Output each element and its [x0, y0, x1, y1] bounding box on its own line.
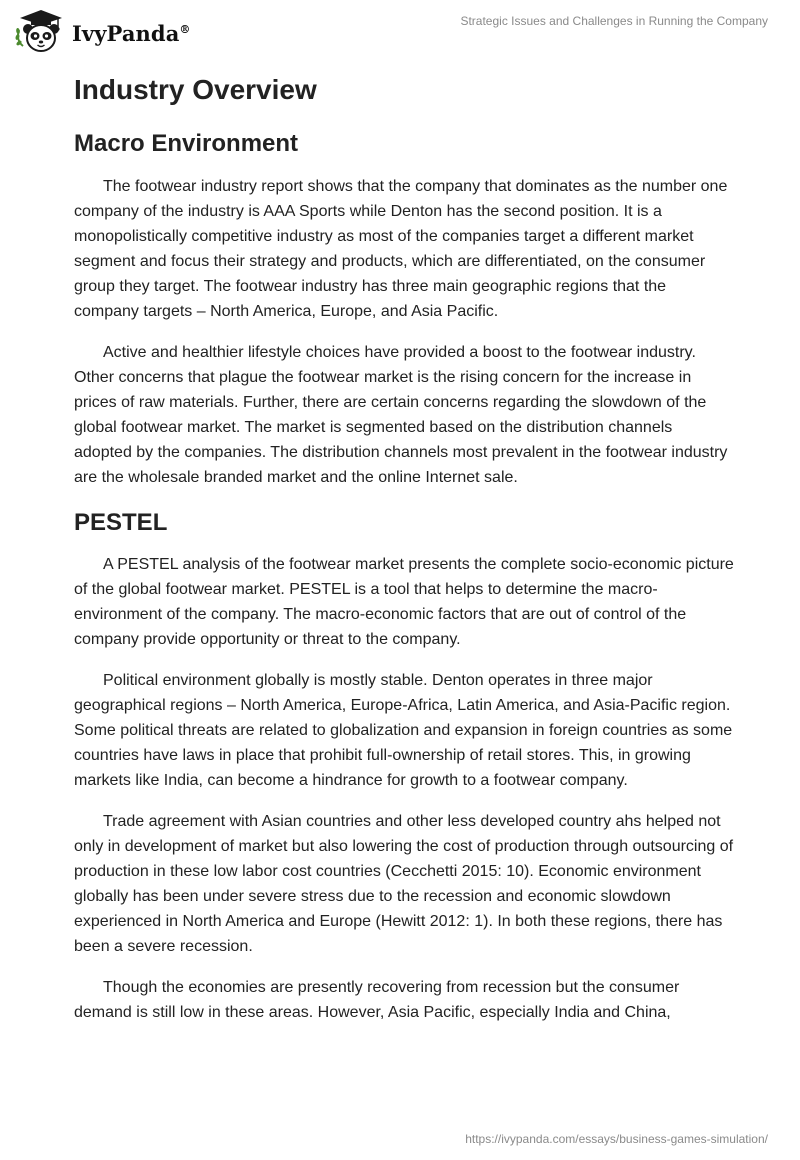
section-heading-macro-environment: Macro Environment	[74, 130, 299, 158]
ivypanda-logo[interactable]	[14, 8, 191, 54]
article-body	[74, 72, 734, 1041]
paragraph: A PESTEL analysis of the footwear market presents the complete socio-economic picture of the global footwear market. PESTEL is a tool that helps to determine the macro-environment of the company. The macro-economic factors that are out of control of the company provide opportunity or threat to the company.	[74, 555, 734, 648]
section-heading-pestel: PESTEL	[74, 508, 168, 536]
paragraph: The footwear industry report shows that the company that dominates as the number one company of the industry is AAA Sports while Denton has the second position. It is a monopolistically competitive industry as most of the companies target a different market segment and focus their strategy and products, which are differentiated, on the consumer group they target. The footwear industry has three main geographic regions that the company targets – North America, Europe, and Asia Pacific.	[74, 177, 728, 320]
source-url[interactable]: https://ivypanda.com/essays/business-games-simulation/	[465, 1132, 768, 1146]
panda-graduate-icon	[14, 8, 66, 54]
paragraph: Political environment globally is mostly stable. Denton operates in three major geographical regions – North America, Europe-Africa, Latin America, and Asia-Pacific region. Some political threats are related to globalization and expansion in foreign countries as some countries have laws in place that prohibit full-ownership of retail stores. This, in growing markets like India, can become a hindrance for growth to a footwear company.	[74, 671, 733, 789]
document-title: Strategic Issues and Challenges in Running the Company	[460, 14, 768, 28]
logo-wordmark: IvyPanda®	[72, 20, 191, 46]
paragraph: Though the economies are presently recovering from recession but the consumer demand is still low in these areas. However, Asia Pacific, especially India and China,	[74, 978, 680, 1021]
page-header	[0, 0, 800, 60]
paragraph: Active and healthier lifestyle choices have provided a boost to the footwear industry. Other concerns that plague the footwear market is the rising concern for the increase in prices of raw materials. Further, there are certain concerns regarding the slowdown of the global footwear market. The market is segmented based on the distribution channels adopted by the companies. The distribution channels most prevalent in the footwear industry are the wholesale branded market and the online Internet sale.	[74, 343, 728, 486]
paragraph: Trade agreement with Asian countries and other less developed country ahs helped not only in development of market but also lowering the cost of production through outsourcing of production in these low labor cost countries (Cecchetti 2015: 10). Economic environment globally has been under severe stress due to the recession and economic slowdown experienced in North America and Europe (Hewitt 2012: 1). In both these regions, there has been a severe recession.	[74, 812, 734, 955]
page-title: Industry Overview	[74, 74, 317, 105]
